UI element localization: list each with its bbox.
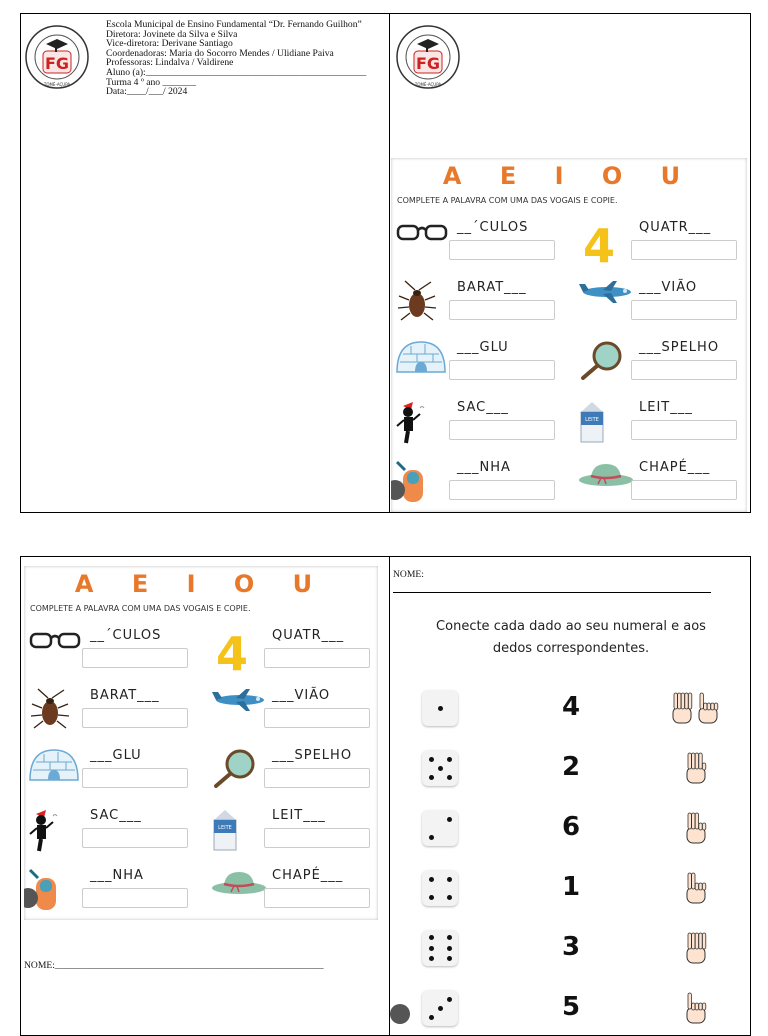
- ws2-item: [210, 624, 376, 680]
- die-1[interactable]: [422, 690, 458, 726]
- answer-box[interactable]: [82, 708, 188, 728]
- ws2-item: [210, 804, 376, 860]
- die-4[interactable]: [422, 870, 458, 906]
- svg-text:LEITE: LEITE: [585, 417, 599, 423]
- word-prompt: ___GLU: [90, 748, 142, 763]
- worksheet-title: A E I O U: [74, 570, 328, 598]
- mirror-icon: [577, 340, 627, 384]
- fingers-1-icon[interactable]: [684, 991, 710, 1030]
- ws2-item: [28, 744, 194, 800]
- word-prompt: BARAT___: [90, 688, 160, 703]
- word-prompt: SAC___: [90, 808, 142, 823]
- glasses-icon: [395, 220, 449, 248]
- ws1-item: [577, 216, 743, 272]
- ws2-item: [210, 744, 376, 800]
- answer-box[interactable]: [264, 648, 370, 668]
- die-pip: [447, 935, 452, 940]
- word-prompt: __´CULOS: [457, 220, 529, 235]
- word-prompt: ___SPELHO: [639, 340, 720, 355]
- worksheet-instruction: COMPLETE A PALAVRA COM UMA DAS VOGAIS E COPIE.: [30, 604, 251, 613]
- glasses-icon: [28, 628, 82, 656]
- word-prompt: CHAPÉ___: [639, 460, 711, 475]
- word-prompt: QUATR___: [639, 220, 712, 235]
- cockroach-icon: [395, 280, 439, 328]
- die-pip: [447, 946, 452, 951]
- number-four-icon: [577, 220, 621, 270]
- header-school-name: Escola Municipal de Ensino Fundamental “Dr. Fernando Guilhon”: [106, 19, 362, 30]
- answer-box[interactable]: [264, 828, 370, 848]
- header-class: Turma 4 º ano _______: [106, 76, 197, 88]
- fingers-3-icon[interactable]: [684, 811, 710, 850]
- word-prompt: QUATR___: [272, 628, 345, 643]
- airplane-icon: [210, 688, 268, 716]
- word-prompt: LEIT___: [272, 808, 326, 823]
- dice-instruction: [406, 616, 736, 660]
- header-coordinators: Coordenadoras: Maria do Socorro Mendes / Ulidiane Paiva: [106, 47, 334, 59]
- word-prompt: LEIT___: [639, 400, 693, 415]
- ws1-item: [577, 276, 743, 332]
- ws2-item: [210, 864, 376, 920]
- fingers-6-icon[interactable]: [670, 691, 722, 730]
- header-vice-director: Vice-diretora: Derivane Santiago: [106, 38, 233, 50]
- milk-carton-icon: [210, 808, 240, 856]
- ws1-item: [577, 396, 743, 452]
- die-pip: [438, 1006, 443, 1011]
- die-pip: [429, 935, 434, 940]
- die-3[interactable]: [422, 990, 458, 1026]
- header-date: Data:____/___/ 2024: [106, 86, 188, 98]
- word-prompt: ___VIÃO: [272, 688, 331, 703]
- answer-box[interactable]: [264, 888, 370, 908]
- svg-text:TOMÉ-AÇUPA: TOMÉ-AÇUPA: [414, 82, 442, 87]
- sheet-divider-bottom: [389, 557, 390, 1035]
- die-2[interactable]: [422, 810, 458, 846]
- ws1-item: [395, 216, 561, 272]
- saci-icon: [28, 808, 58, 856]
- die-5[interactable]: [422, 750, 458, 786]
- word-prompt: ___GLU: [457, 340, 509, 355]
- die-6[interactable]: [422, 930, 458, 966]
- school-logo: [24, 24, 90, 90]
- word-prompt: BARAT___: [457, 280, 527, 295]
- cockroach-icon: [28, 688, 72, 736]
- word-prompt: ___NHA: [90, 868, 144, 883]
- die-pip: [447, 757, 452, 762]
- svg-text:TOMÉ-AÇUPA: TOMÉ-AÇUPA: [43, 82, 71, 87]
- igloo-icon: [28, 748, 80, 786]
- mirror-icon: [210, 748, 260, 792]
- die-pip: [447, 895, 452, 900]
- ws2-item: [210, 684, 376, 740]
- worksheet-instruction: COMPLETE A PALAVRA COM UMA DAS VOGAIS E COPIE.: [397, 196, 618, 205]
- answer-box[interactable]: [449, 420, 555, 440]
- numeral[interactable]: 6: [562, 812, 581, 842]
- ws2-item: [28, 864, 194, 920]
- die-pip: [429, 775, 434, 780]
- answer-box[interactable]: [264, 768, 370, 788]
- die-pip: [429, 1015, 434, 1020]
- die-pip: [429, 946, 434, 951]
- answer-box[interactable]: [631, 480, 737, 500]
- answer-box[interactable]: [449, 360, 555, 380]
- fingers-5-icon[interactable]: [684, 931, 710, 970]
- sheet-divider: [389, 14, 390, 512]
- word-prompt: ___SPELHO: [272, 748, 353, 763]
- nome-field-top[interactable]: [393, 569, 424, 580]
- die-pip: [447, 997, 452, 1002]
- header-student: Aluno (a):______________________________________________: [106, 66, 367, 78]
- airplane-icon: [577, 280, 635, 308]
- answer-box[interactable]: [449, 240, 555, 260]
- fingers-4-icon[interactable]: [684, 751, 710, 790]
- word-prompt: ___NHA: [457, 460, 511, 475]
- nome-label: NOME:: [393, 569, 424, 580]
- answer-box[interactable]: [82, 768, 188, 788]
- ws1-item: [395, 456, 561, 512]
- svg-text:LEITE: LEITE: [218, 825, 232, 831]
- die-pip: [429, 956, 434, 961]
- svg-text:4: 4: [582, 220, 616, 266]
- ws2-item: [28, 624, 194, 680]
- answer-box[interactable]: [631, 420, 737, 440]
- ws1-item: [577, 456, 743, 512]
- word-prompt: CHAPÉ___: [272, 868, 344, 883]
- vowel-worksheet-top: [391, 158, 747, 512]
- svg-text:FG: FG: [44, 54, 70, 73]
- answer-box[interactable]: [264, 708, 370, 728]
- word-prompt: __´CULOS: [90, 628, 162, 643]
- die-pip: [438, 706, 443, 711]
- die-pip: [429, 877, 434, 882]
- ws1-item: [395, 396, 561, 452]
- vowel-worksheet-bottom: [24, 566, 378, 920]
- school-header: [106, 20, 376, 97]
- ws2-item: [28, 804, 194, 860]
- igloo-icon: [395, 340, 447, 378]
- number-four-icon: [210, 628, 254, 678]
- numeral[interactable]: 4: [562, 692, 581, 722]
- word-prompt: SAC___: [457, 400, 509, 415]
- die-pip: [438, 766, 443, 771]
- die-pip: [429, 757, 434, 762]
- die-pip: [447, 877, 452, 882]
- die-pip: [447, 956, 452, 961]
- die-pip: [429, 835, 434, 840]
- hat-icon: [210, 868, 268, 900]
- die-pip: [447, 817, 452, 822]
- svg-text:4: 4: [215, 628, 249, 674]
- answer-box[interactable]: [449, 480, 555, 500]
- nome-underline: [393, 592, 711, 593]
- answer-box[interactable]: [82, 888, 188, 908]
- numeral[interactable]: 2: [562, 752, 581, 782]
- die-pip: [447, 775, 452, 780]
- answer-box[interactable]: [449, 300, 555, 320]
- header-teachers: Professoras: Lindalva / Valdirene: [106, 57, 234, 69]
- milk-carton-icon: [577, 400, 607, 448]
- dice-instruction-line1: Conecte cada dado ao seu numeral e aos: [436, 619, 706, 634]
- ws1-item: [395, 336, 561, 392]
- ws2-item: [28, 684, 194, 740]
- header-director: Diretora: Jovinete da Silva e Silva: [106, 28, 238, 40]
- die-pip: [429, 895, 434, 900]
- school-logo-right: [395, 24, 461, 90]
- numeral[interactable]: 1: [562, 872, 581, 902]
- answer-box[interactable]: [82, 828, 188, 848]
- numeral[interactable]: 3: [562, 932, 581, 962]
- fingers-2-icon[interactable]: [684, 871, 710, 910]
- answer-box[interactable]: [82, 648, 188, 668]
- svg-text:FG: FG: [415, 54, 441, 73]
- worksheet-title: A E I O U: [442, 162, 696, 190]
- answer-box[interactable]: [631, 300, 737, 320]
- word-prompt: ___VIÃO: [639, 280, 698, 295]
- overlay-avatar-icon[interactable]: [390, 1004, 410, 1024]
- ws1-item: [395, 276, 561, 332]
- hat-icon: [577, 460, 635, 492]
- nome-field-bottom[interactable]: NOME:________________________________________________________: [24, 960, 324, 971]
- answer-box[interactable]: [631, 360, 737, 380]
- numeral[interactable]: 5: [562, 992, 581, 1022]
- dice-instruction-line2: dedos correspondentes.: [492, 641, 650, 656]
- answer-box[interactable]: [631, 240, 737, 260]
- ws1-item: [577, 336, 743, 392]
- saci-icon: [395, 400, 425, 448]
